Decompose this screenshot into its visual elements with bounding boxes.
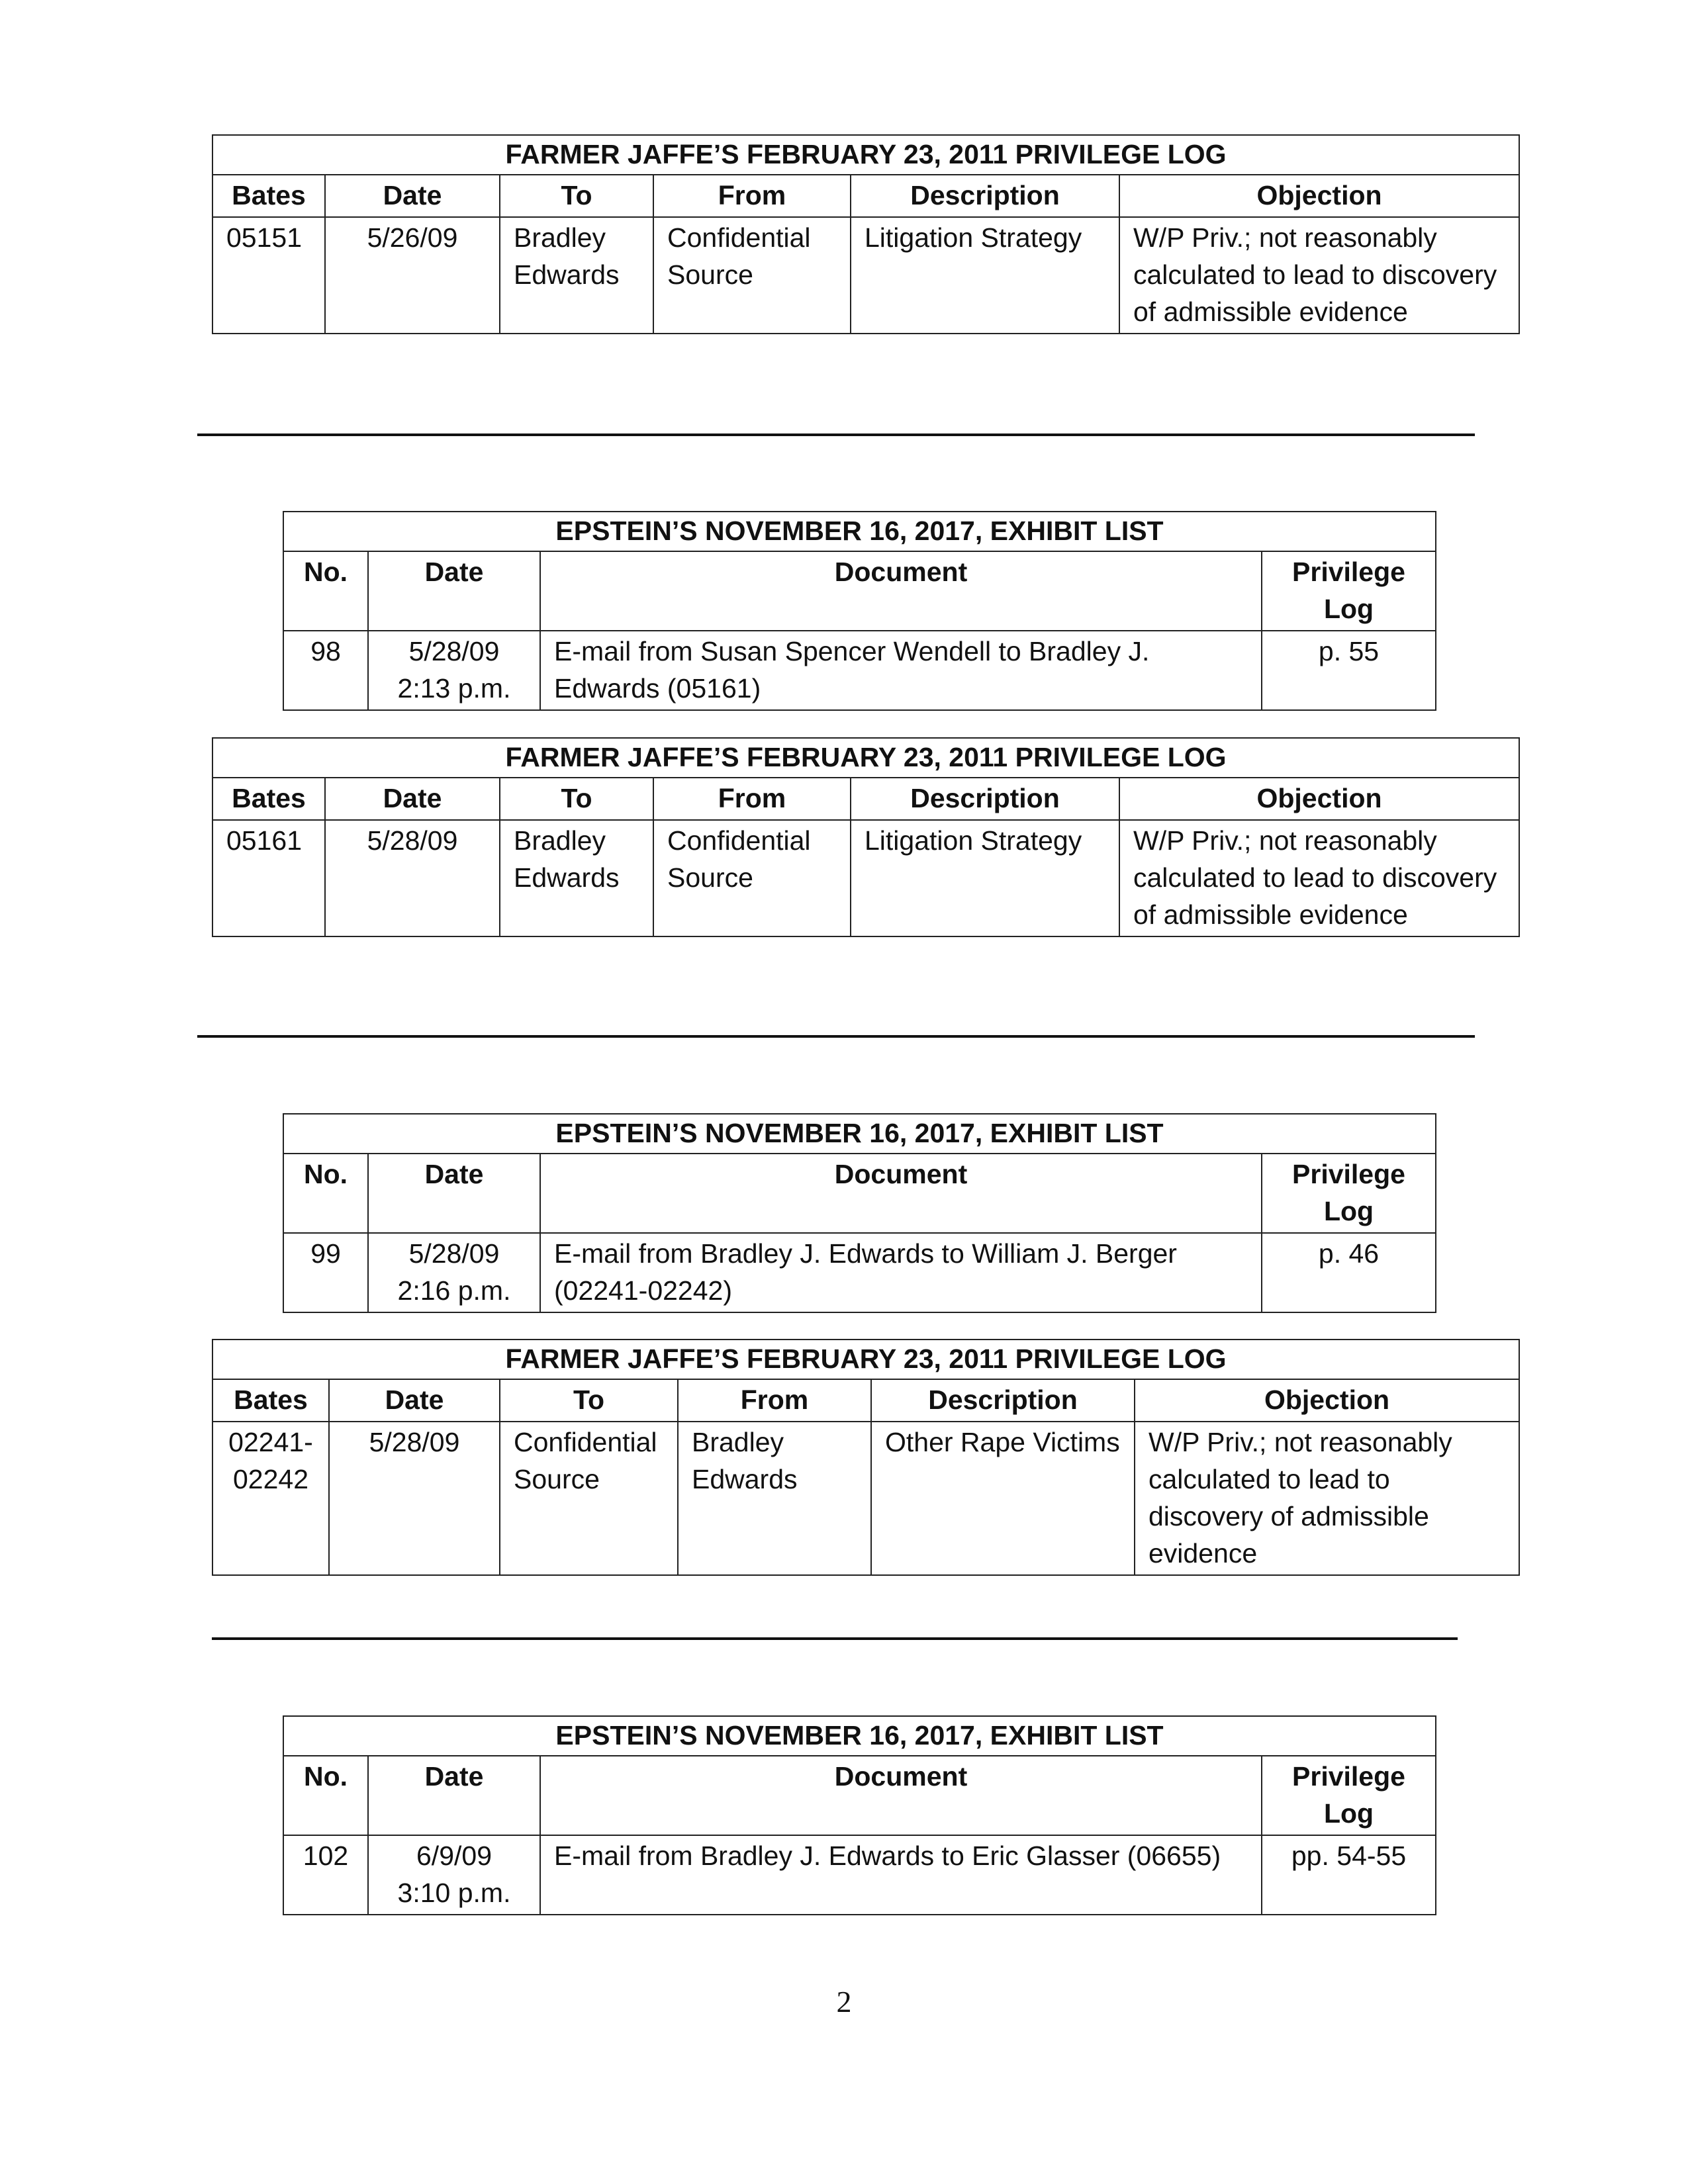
- privilege-log-title: FARMER JAFFE’S FEBRUARY 23, 2011 PRIVILEGE LOG: [212, 738, 1519, 778]
- cell-no: 99: [283, 1233, 368, 1312]
- header-no: No.: [283, 1154, 368, 1233]
- exhibit-list-title: EPSTEIN’S NOVEMBER 16, 2017, EXHIBIT LIST: [283, 1716, 1436, 1756]
- header-to: To: [500, 1379, 678, 1422]
- cell-date-value: 5/28/09: [408, 1238, 500, 1269]
- table-row: [212, 820, 1519, 936]
- header-objection: Objection: [1135, 1379, 1519, 1422]
- header-date: Date: [368, 551, 540, 631]
- header-from: From: [678, 1379, 871, 1422]
- cell-description: Litigation Strategy: [851, 217, 1119, 334]
- cell-privilege-log: p. 46: [1262, 1233, 1436, 1312]
- cell-date-value: 6/9/09: [416, 1841, 492, 1871]
- header-to: To: [500, 175, 653, 217]
- cell-no: 102: [283, 1835, 368, 1915]
- header-bates: Bates: [212, 175, 325, 217]
- cell-to: Confidential Source: [500, 1422, 678, 1575]
- cell-no: 98: [283, 631, 368, 710]
- cell-time-value: 2:13 p.m.: [397, 673, 511, 704]
- header-privilege-log: Privilege Log: [1262, 1756, 1436, 1835]
- cell-description: Litigation Strategy: [851, 820, 1119, 936]
- exhibit-list-title: EPSTEIN’S NOVEMBER 16, 2017, EXHIBIT LIST: [283, 1114, 1436, 1154]
- privilege-log-table-1: [212, 134, 1519, 334]
- header-to: To: [500, 778, 653, 820]
- table-row: [212, 1422, 1519, 1575]
- cell-time-value: 3:10 p.m.: [397, 1878, 511, 1908]
- exhibit-list-table-1: [283, 511, 1435, 711]
- header-bates: Bates: [212, 1379, 329, 1422]
- header-document: Document: [540, 1154, 1262, 1233]
- exhibit-list-table-2: [283, 1113, 1435, 1313]
- header-document: Document: [540, 551, 1262, 631]
- cell-privilege-log: pp. 54-55: [1262, 1835, 1436, 1915]
- cell-date: [368, 1835, 540, 1915]
- table-row: [283, 1835, 1436, 1915]
- header-from: From: [653, 175, 851, 217]
- header-no: No.: [283, 1756, 368, 1835]
- exhibit-list-table-3: [283, 1715, 1435, 1915]
- header-bates: Bates: [212, 778, 325, 820]
- cell-bates: 05151: [212, 217, 325, 334]
- cell-objection: W/P Priv.; not reasonably calculated to lead to discovery of admissible evidence: [1135, 1422, 1519, 1575]
- section-divider: [197, 433, 1475, 436]
- header-objection: Objection: [1119, 778, 1519, 820]
- cell-time-value: 2:16 p.m.: [397, 1275, 511, 1306]
- header-description: Description: [851, 778, 1119, 820]
- cell-document: E-mail from Bradley J. Edwards to William J. Berger (02241-02242): [540, 1233, 1262, 1312]
- cell-date: [368, 631, 540, 710]
- header-date: Date: [325, 175, 500, 217]
- cell-description: Other Rape Victims: [871, 1422, 1135, 1575]
- header-date: Date: [368, 1756, 540, 1835]
- privilege-log-table-2: [212, 737, 1519, 937]
- cell-bates: 02241-02242: [212, 1422, 329, 1575]
- cell-to: Bradley Edwards: [500, 820, 653, 936]
- section-divider: [197, 1035, 1475, 1038]
- header-date: Date: [329, 1379, 500, 1422]
- cell-to: Bradley Edwards: [500, 217, 653, 334]
- cell-from: Bradley Edwards: [678, 1422, 871, 1575]
- header-date: Date: [325, 778, 500, 820]
- cell-privilege-log: p. 55: [1262, 631, 1436, 710]
- header-description: Description: [851, 175, 1119, 217]
- cell-from: Confidential Source: [653, 820, 851, 936]
- header-privilege-log: Privilege Log: [1262, 551, 1436, 631]
- privilege-log-title: FARMER JAFFE’S FEBRUARY 23, 2011 PRIVILEGE LOG: [212, 1340, 1519, 1379]
- privilege-log-title: FARMER JAFFE’S FEBRUARY 23, 2011 PRIVILEGE LOG: [212, 135, 1519, 175]
- header-date: Date: [368, 1154, 540, 1233]
- cell-objection: W/P Priv.; not reasonably calculated to lead to discovery of admissible evidence: [1119, 217, 1519, 334]
- header-from: From: [653, 778, 851, 820]
- cell-document: E-mail from Bradley J. Edwards to Eric Glasser (06655): [540, 1835, 1262, 1915]
- table-row: [212, 217, 1519, 334]
- cell-bates: 05161: [212, 820, 325, 936]
- cell-date: 5/28/09: [325, 820, 500, 936]
- header-description: Description: [871, 1379, 1135, 1422]
- cell-from: Confidential Source: [653, 217, 851, 334]
- cell-objection: W/P Priv.; not reasonably calculated to lead to discovery of admissible evidence: [1119, 820, 1519, 936]
- header-privilege-log: Privilege Log: [1262, 1154, 1436, 1233]
- cell-document: E-mail from Susan Spencer Wendell to Bradley J. Edwards (05161): [540, 631, 1262, 710]
- table-row: [283, 1233, 1436, 1312]
- privilege-log-table-3: [212, 1339, 1519, 1576]
- cell-date: [368, 1233, 540, 1312]
- page-number: 2: [836, 1985, 852, 2019]
- cell-date: 5/28/09: [329, 1422, 500, 1575]
- exhibit-list-title: EPSTEIN’S NOVEMBER 16, 2017, EXHIBIT LIST: [283, 512, 1436, 551]
- cell-date-value: 5/28/09: [408, 636, 500, 666]
- cell-date: 5/26/09: [325, 217, 500, 334]
- header-no: No.: [283, 551, 368, 631]
- header-objection: Objection: [1119, 175, 1519, 217]
- section-divider: [212, 1637, 1458, 1640]
- table-row: [283, 631, 1436, 710]
- header-document: Document: [540, 1756, 1262, 1835]
